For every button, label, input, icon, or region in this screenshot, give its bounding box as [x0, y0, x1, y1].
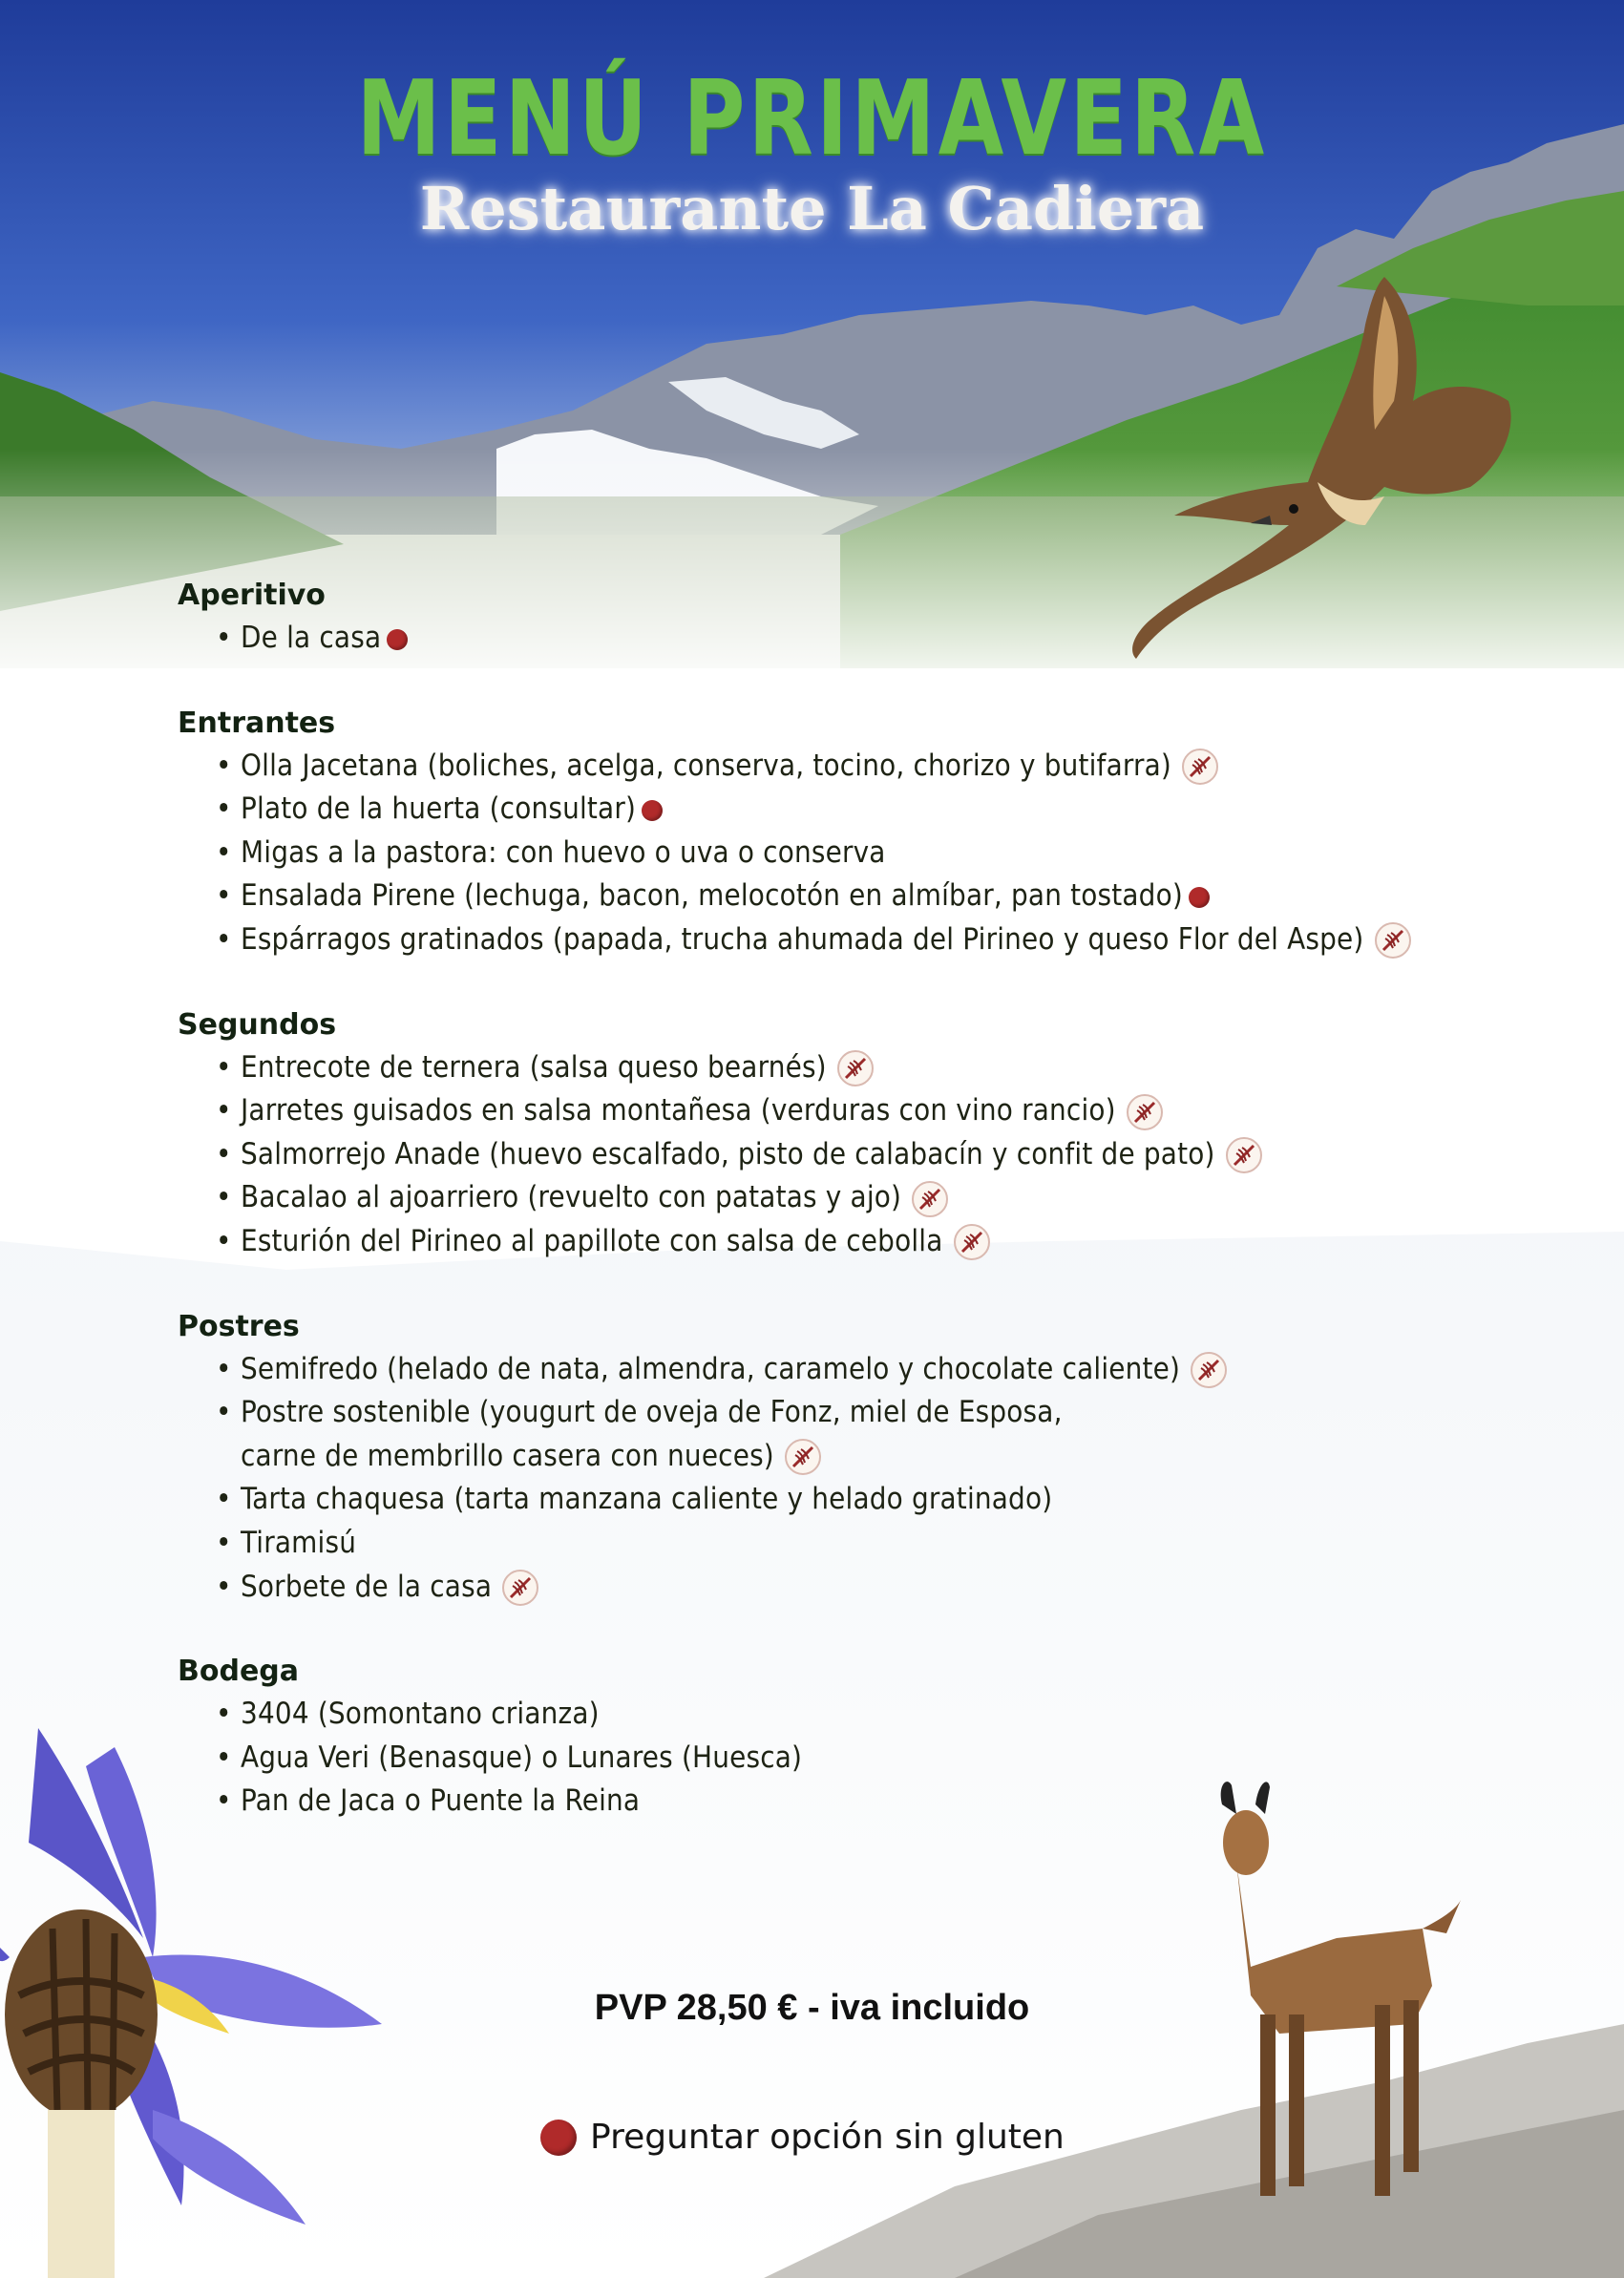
- menu-item: • Bacalao al ajoarriero (revuelto con patatas y ajo): [216, 1176, 1591, 1220]
- section-title: Bodega: [178, 1655, 300, 1689]
- footnote-text: Preguntar opción sin gluten: [590, 2118, 1065, 2157]
- menu-item: • Pan de Jaca o Puente la Reina: [216, 1783, 641, 1819]
- menu-item-text: Olla Jacetana (boliches, acelga, conserva, tocino, chorizo y butifarra): [241, 748, 1172, 783]
- menu-item: • De la casa: [216, 617, 1591, 661]
- menu-item-text: Espárragos gratinados (papada, trucha ahumada del Pirineo y queso Flor del Aspe): [241, 921, 1364, 957]
- gluten-free-icon: [1190, 1351, 1228, 1389]
- menu-item: • Postre sostenible (yougurt de oveja de Fonz, miel de Esposa,: [216, 1395, 1063, 1430]
- menu-item: • Ensalada Pirene (lechuga, bacon, melocotón en almíbar, pan tostado): [216, 875, 1591, 918]
- menu-item-text: Postre sostenible (yougurt de oveja de Fonz, miel de Esposa,: [241, 1395, 1063, 1430]
- menu-item: • Salmorrejo Anade (huevo escalfado, pisto de calabacín y confit de pato): [216, 1133, 1591, 1177]
- menu-item-text: Sorbete de la casa: [241, 1569, 493, 1604]
- gluten-option-dot-icon: [642, 800, 663, 821]
- menu-item: • Semifredo (helado de nata, almendra, caramelo y chocolate caliente): [216, 1348, 1591, 1392]
- menu-section: [178, 1306, 1591, 1610]
- menu-item: • Entrecote de ternera (salsa queso bearnés): [216, 1046, 1591, 1090]
- menu-item: • Tarta chaquesa (tarta manzana caliente y helado gratinado): [216, 1482, 1053, 1517]
- menu-section: [178, 703, 1591, 962]
- menu-item: • Agua Veri (Benasque) o Lunares (Huesca): [216, 1740, 803, 1775]
- gluten-free-icon: [1225, 1136, 1263, 1174]
- menu-item: • Sorbete de la casa: [216, 1566, 1591, 1610]
- menu-item-text: Esturión del Pirineo al papillote con salsa de cebolla: [241, 1223, 943, 1258]
- section-title: Aperitivo: [178, 579, 326, 612]
- menu-item-text: Semifredo (helado de nata, almendra, caramelo y chocolate caliente): [241, 1351, 1181, 1386]
- menu-item-text: Bacalao al ajoarriero (revuelto con patatas y ajo): [241, 1180, 902, 1215]
- section-title: Entrantes: [178, 706, 336, 740]
- menu-section: [178, 575, 1591, 661]
- menu-item: • Olla Jacetana (boliches, acelga, conserva, tocino, chorizo y butifarra): [216, 745, 1591, 789]
- menu-section: [178, 1651, 1591, 1824]
- gluten-free-icon: [836, 1049, 875, 1087]
- menu-item-text: Agua Veri (Benasque) o Lunares (Huesca): [241, 1740, 803, 1775]
- menu-item-text: Entrecote de ternera (salsa queso bearnés): [241, 1049, 827, 1085]
- menu-item-text: Jarretes guisados en salsa montañesa (verduras con vino rancio): [241, 1093, 1116, 1128]
- menu-item: • Tiramisú: [216, 1525, 357, 1560]
- menu-item: • 3404 (Somontano crianza): [216, 1697, 600, 1732]
- menu-item-text: De la casa: [241, 621, 382, 655]
- menu-item-text: carne de membrillo casera con nueces): [241, 1438, 774, 1473]
- gluten-option-dot-icon: [387, 629, 408, 650]
- gluten-free-icon: [911, 1180, 949, 1218]
- menu-item: • Jarretes guisados en salsa montañesa (verduras con vino rancio): [216, 1089, 1591, 1133]
- menu-item-text: Salmorrejo Anade (huevo escalfado, pisto de calabacín y confit de pato): [241, 1136, 1215, 1171]
- gluten-dot-icon: [540, 2120, 577, 2156]
- menu-item: • Esturión del Pirineo al papillote con salsa de cebolla: [216, 1220, 1591, 1264]
- menu-item-text: Ensalada Pirene (lechuga, bacon, melocotón en almíbar, pan tostado): [241, 878, 1183, 914]
- gluten-free-icon: [1126, 1093, 1164, 1131]
- section-title: Postres: [178, 1309, 300, 1343]
- menu-item-text: 3404 (Somontano crianza): [241, 1697, 600, 1732]
- gluten-free-icon: [501, 1569, 539, 1607]
- menu-item-text: Migas a la pastora: con huevo o uva o conserva: [241, 834, 886, 870]
- menu-item-text: Plato de la huerta (consultar): [241, 791, 637, 827]
- gluten-free-icon: [784, 1438, 822, 1476]
- menu-section: [178, 1004, 1591, 1264]
- restaurant-name: Restaurante La Cadiera: [419, 174, 1205, 243]
- menu-item-text: Tarta chaquesa (tarta manzana caliente y helado gratinado): [241, 1482, 1053, 1517]
- menu-item-continuation: [216, 1435, 1591, 1479]
- gluten-free-icon: [1374, 921, 1412, 960]
- menu-item: • Espárragos gratinados (papada, trucha ahumada del Pirineo y queso Flor del Aspe): [216, 918, 1591, 962]
- menu-item: • Plato de la huerta (consultar): [216, 788, 1591, 832]
- menu-list: [178, 575, 1591, 1866]
- menu-item: • Migas a la pastora: con huevo o uva o conserva: [216, 834, 886, 870]
- menu-item-text: Tiramisú: [241, 1525, 357, 1560]
- gluten-free-icon: [1181, 748, 1219, 786]
- gluten-option-dot-icon: [1189, 887, 1210, 908]
- menu-item-text: Pan de Jaca o Puente la Reina: [241, 1783, 641, 1819]
- page-title: MENÚ PRIMAVERA: [356, 59, 1268, 179]
- gluten-footnote: [540, 2118, 1065, 2157]
- price-line: PVP 28,50 € - iva incluido: [594, 1988, 1030, 2028]
- section-title: Segundos: [178, 1007, 337, 1042]
- gluten-free-icon: [953, 1223, 991, 1261]
